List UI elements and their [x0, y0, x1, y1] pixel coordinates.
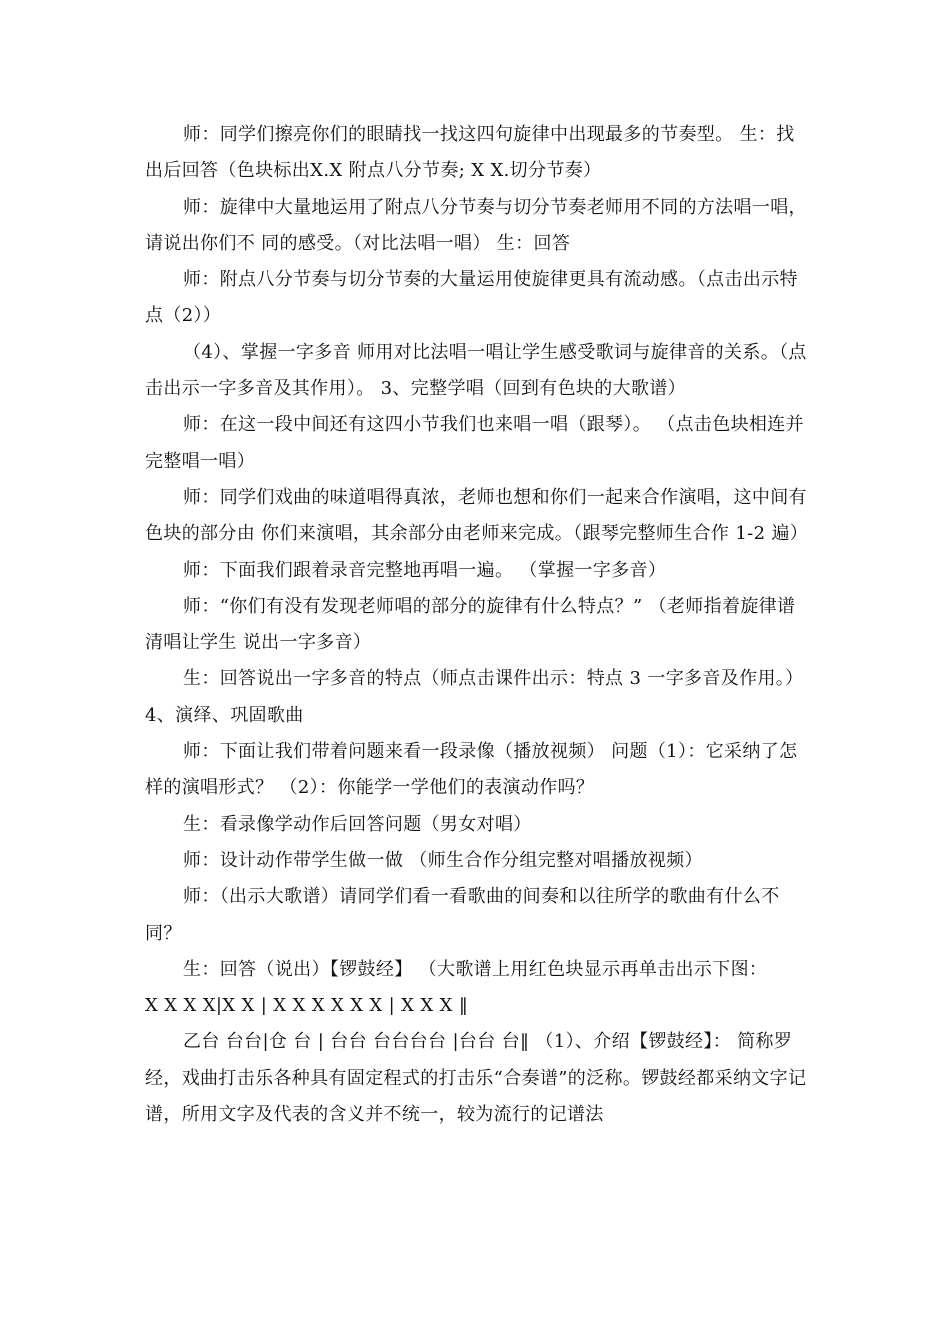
paragraph-3: 师：附点八分节奏与切分节奏的大量运用使旋律更具有流动感。（点击出示特点（2））: [145, 269, 798, 327]
paragraph-10: 师：下面让我们带着问题来看一段录像（播放视频） 问题（1）：它采纳了怎样的演唱形式？ （2）：你能学一学他们的表演动作吗？: [145, 741, 798, 799]
rhythm-notation-line: X X X X|X X | X X X X X X | X X X ‖: [145, 995, 469, 1017]
paragraph-13: 师：（出示大歌谱）请同学们看一看歌曲的间奏和以往所学的歌曲有什么不同？: [145, 886, 780, 944]
paragraph-12: 师：设计动作带学生做一做 （师生合作分组完整对唱播放视频）: [183, 849, 703, 871]
paragraph-7: 师：下面我们跟着录音完整地再唱一遍。 （掌握一字多音）: [183, 559, 667, 581]
paragraph-6: 师：同学们戏曲的味道唱得真浓，老师也想和你们一起来合作演唱，这中间有色块的部分由 你们来演唱，其余部分由老师来完成。（跟琴完整师生合作 1-2 遍）: [145, 486, 809, 545]
paragraph-11: 生：看录像学动作后回答问题（男女对唱）: [183, 813, 532, 835]
paragraph-2: 师：旋律中大量地运用了附点八分节奏与切分节奏老师用不同的方法唱一唱，请说出你们不 同的感受。（对比法唱一唱） 生：回答: [145, 196, 807, 254]
document-body: [145, 117, 810, 1133]
paragraph-8: 师：“你们有没有发现老师唱的部分的旋律有什么特点？” （老师指着旋律谱清唱让学生 说出一字多音）: [145, 595, 796, 654]
paragraph-9: 生：回答说出一字多音的特点（师点击课件出示：特点 3 一字多音及作用。） 4、演绎、巩固歌曲: [145, 668, 804, 726]
paragraph-14: 生：回答（说出）【锣鼓经】 （大歌谱上用红色块显示再单击出示下图：: [183, 958, 768, 980]
paragraph-16: 乙台 台台|仓 台 | 台台 台台台台 |台台 台‖ （1）、介绍【锣鼓经】： 简称罗经，戏曲打击乐各种具有固定程式的打击乐“合奏谱”的泛称。锣鼓经都采纳文字记 谱，所用文字及代表的含义并不统一，较为流行的记谱法: [145, 1031, 807, 1126]
paragraph-4: （4）、掌握一字多音 师用对比法唱一唱让学生感受歌词与旋律音的关系。（点击出示一字多音及其作用）。 3、完整学唱（回到有色块的大歌谱）: [145, 341, 807, 400]
paragraph-5: 师：在这一段中间还有这四小节我们也来唱一唱（跟琴）。 （点击色块相连并完整唱一唱）: [145, 414, 804, 472]
paragraph-1: 师：同学们擦亮你们的眼睛找一找这四句旋律中出现最多的节奏型。 生：找出后回答（色块标出X.X 附点八分节奏; X X.切分节奏）: [145, 124, 795, 182]
